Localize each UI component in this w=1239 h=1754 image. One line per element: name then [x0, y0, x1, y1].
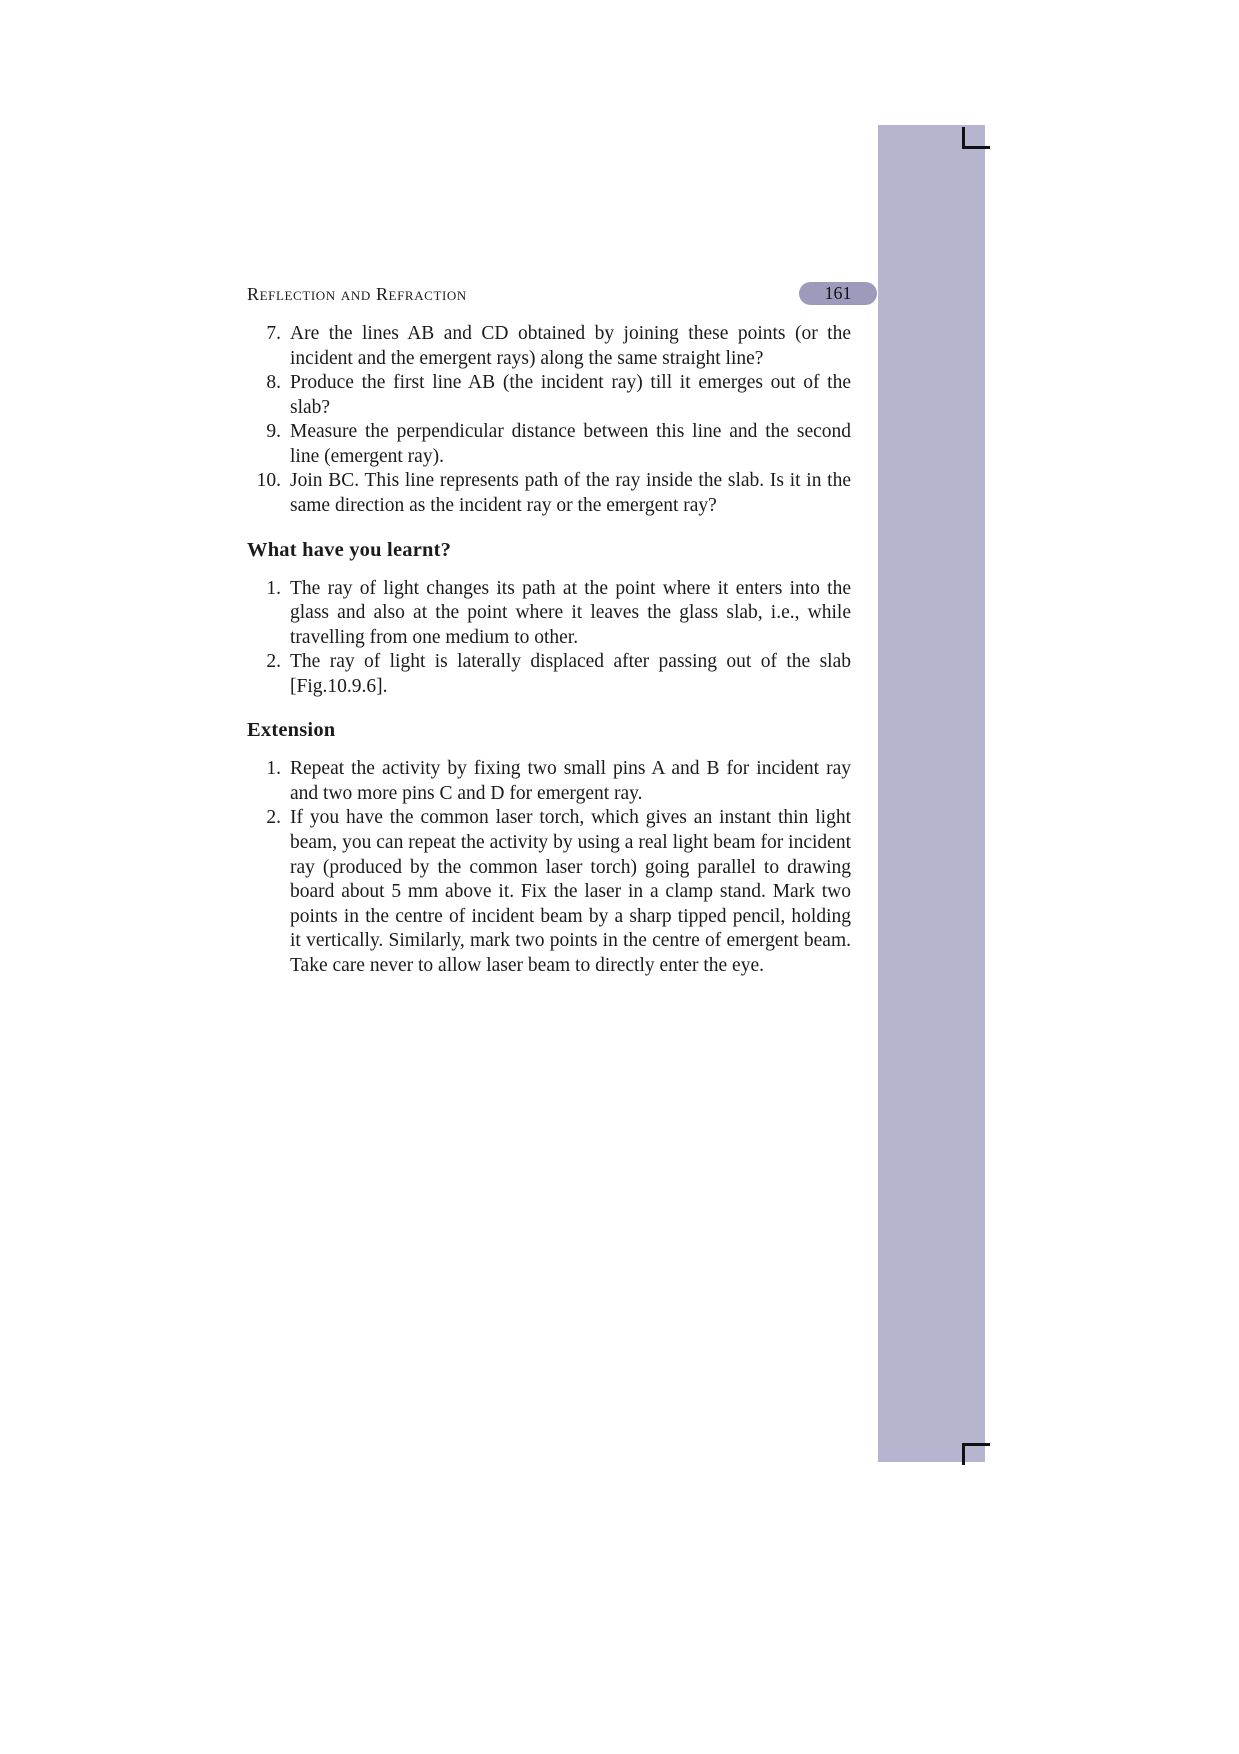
- running-title: Reflection and Refraction: [247, 284, 467, 304]
- page-header: [247, 281, 851, 307]
- item-text: Join BC. This line represents path of the ray inside the slab. Is it in the same direction as the incident ray or the emergent ray?: [290, 470, 851, 516]
- item-number: 1.: [266, 577, 281, 599]
- learnt-list: [247, 577, 851, 700]
- item-text: The ray of light changes its path at the point where it enters into the glass and also at the point where it leaves the glass slab, i.e., while travelling from one medium to other.: [290, 577, 851, 648]
- section-heading-what-have-you-learnt: What have you learnt?: [247, 538, 452, 561]
- item-number: 2.: [266, 651, 281, 673]
- item-text: Repeat the activity by fixing two small pins A and B for incident ray and two more pins C and D for emergent ray.: [290, 758, 851, 804]
- list-item: [247, 420, 851, 469]
- list-item: [247, 577, 851, 651]
- list-item: [247, 371, 851, 420]
- item-number: 10.: [256, 470, 281, 492]
- page-content: [247, 281, 851, 978]
- item-number: 2.: [266, 807, 281, 829]
- item-text: The ray of light is laterally displaced after passing out of the slab [Fig.10.9.6].: [290, 651, 851, 697]
- item-text: If you have the common laser torch, which gives an instant thin light beam, you can repeat the activity by using a real light beam for incident ray (produced by the common laser torch) going parallel to drawing board about 5 mm above it. Fix the laser in a clamp stand. Mark two points in the centre of incident beam by a sharp tipped pencil, holding it vertically. Similarly, mark two points in the centre of emergent beam. Take care never to allow laser beam to directly enter the eye.: [290, 807, 851, 976]
- crop-mark-bottom-icon: [962, 1443, 990, 1465]
- list-item: [247, 806, 851, 978]
- item-text: Measure the perpendicular distance between this line and the second line (emergent ray).: [290, 421, 851, 467]
- list-item: [247, 650, 851, 699]
- item-number: 1.: [266, 758, 281, 780]
- list-item: [247, 757, 851, 806]
- item-text: Produce the first line AB (the incident ray) till it emerges out of the slab?: [290, 372, 851, 418]
- section-heading-extension: Extension: [247, 719, 336, 742]
- list-item: [247, 322, 851, 371]
- extension-list: [247, 757, 851, 978]
- item-text: Are the lines AB and CD obtained by joining these points (or the incident and the emergent rays) along the same straight line?: [290, 323, 851, 369]
- list-item: [247, 469, 851, 518]
- item-number: 7.: [266, 323, 281, 344]
- crop-mark-top-icon: [962, 127, 990, 149]
- item-number: 9.: [266, 421, 281, 443]
- page-number-badge: 161: [799, 282, 877, 305]
- question-list: [247, 322, 851, 519]
- item-number: 8.: [266, 372, 281, 394]
- sidebar-band: [878, 125, 985, 1462]
